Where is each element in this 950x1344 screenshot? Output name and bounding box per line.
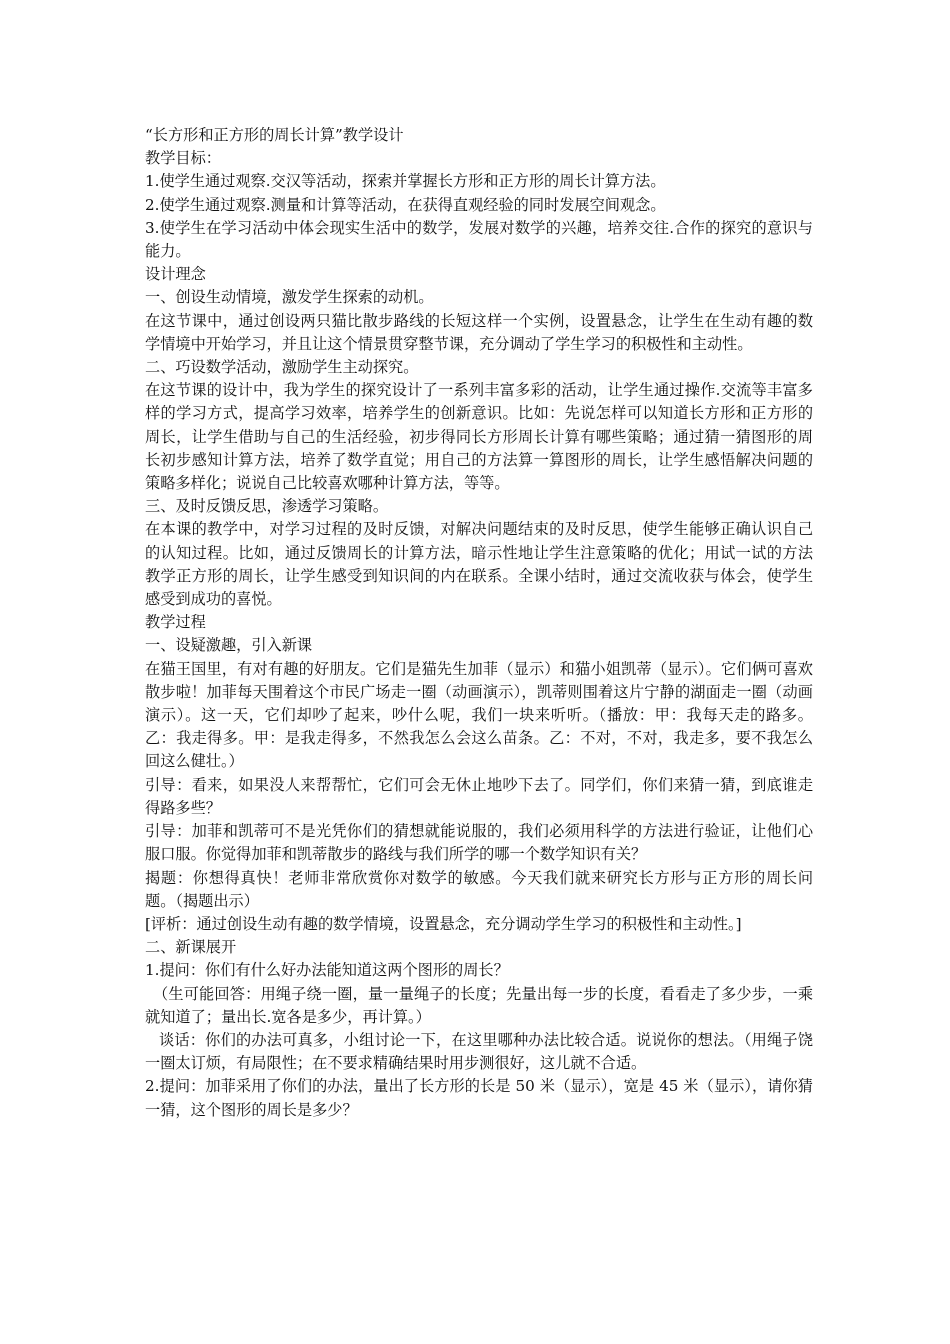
process-paragraph-comment: [评析：通过创设生动有趣的数学情境，设置悬念，充分调动学生学习的积极性和主动性。]	[145, 914, 742, 933]
section-heading-design-concept: 设计理念	[145, 265, 206, 284]
concept-paragraph-3: 在本课的教学中，对学习过程的及时反馈，对解决问题结束的及时反思，使学生能够正确认识自己的认知过程。比如，通过反馈周长的计算方法，暗示性地让学生注意策略的优化；用试一试的方法教学正方形的周长，让学生感受到知识间的内在联系。全课小结时，通过交流收获与体会，使学生感受到成功的喜悦。	[145, 520, 813, 609]
document-page	[145, 124, 813, 1122]
section-heading-objectives: 教学目标：	[145, 149, 221, 168]
concept-paragraph-2: 在这节课的设计中，我为学生的探究设计了一系列丰富多彩的活动，让学生通过操作.交流等丰富多样的学习方式，提高学习效率，培养学生的创新意识。比如：先说怎样可以知道长方形和正方形的周长，让学生借助与自己的生活经验，初步得同长方形周长计算有哪些策略；通过猜一猜图形的周长初步感知计算方法，培养了数学直觉；用自己的方法算一算图形的周长，让学生感悟解决问题的策略多样化；说说自己比较喜欢哪种计算方法，等等。	[145, 381, 813, 493]
process-paragraph-story: 在猫王国里，有对有趣的好朋友。它们是猫先生加菲（显示）和猫小姐凯蒂（显示）。它们俩可喜欢散步啦！加菲每天围着这个市民广场走一圈（动画演示），凯蒂则围着这片宁静的湖面走一圈（动画演示）。这一天，它们却吵了起来，吵什么呢，我们一块来听听。（播放：甲：我每天走的路多。乙：我走得多。甲：是我走得多，不然我怎么会这么苗条。乙：不对，不对，我走多，要不我怎么回这么健壮。）	[145, 659, 813, 771]
process-heading-2: 二、新课展开	[145, 938, 237, 957]
process-discussion: 谈话：你们的办法可真多，小组讨论一下，在这里哪种办法比较合适。说说你的想法。（用绳子饶一圈太订烦，有局限性；在不要求精确结果时用步测很好，这儿就不合适。	[145, 1030, 813, 1073]
process-paragraph-reveal: 揭题：你想得真快！老师非常欣赏你对数学的敏感。今天我们就来研究长方形与正方形的周长问题。（揭题出示）	[145, 868, 813, 910]
concept-heading-3: 三、及时反馈反思，渗透学习策略。	[145, 497, 388, 516]
process-paragraph-guide-1: 引导：看来，如果没人来帮帮忙，它们可会无休止地吵下去了。同学们，你们来猜一猜，到底谁走得路多些？	[145, 775, 813, 817]
concept-heading-2: 二、巧设数学活动，激励学生主动探究。	[145, 358, 419, 377]
process-question-2: 2.提问：加菲采用了你们的办法，量出了长方形的长是 50 米（显示），宽是 45 米（显示），请你猜一猜，这个图形的周长是多少？	[145, 1077, 813, 1119]
process-question-1: 1.提问：你们有什么好办法能知道这两个图形的周长？	[145, 961, 509, 980]
objective-1: 1.使学生通过观察.交汉等活动，探索并掌握长方形和正方形的周长计算方法。	[145, 172, 666, 191]
document-title: “长方形和正方形的周长计算”教学设计	[145, 126, 404, 144]
section-heading-teaching-process: 教学过程	[145, 613, 206, 632]
concept-heading-1: 一、创设生动情境，激发学生探索的动机。	[145, 288, 434, 307]
concept-paragraph-1: 在这节课中，通过创设两只猫比散步路线的长短这样一个实例，设置悬念，让学生在生动有趣的数学情境中开始学习，并且让这个情景贯穿整节课，充分调动了学生学习的积极性和主动性。	[145, 311, 813, 353]
process-heading-1: 一、设疑激趣，引入新课	[145, 636, 313, 655]
process-possible-answers: （生可能回答：用绳子绕一圈，量一量绳子的长度；先量出每一步的长度，看看走了多少步，一乘就知道了；量出长.宽各是多少，再计算。）	[145, 984, 813, 1026]
objective-3: 3.使学生在学习活动中体会现实生活中的数学，发展对数学的兴趣，培养交往.合作的探究的意识与能力。	[145, 218, 813, 261]
process-paragraph-guide-2: 引导：加菲和凯蒂可不是光凭你们的猜想就能说服的，我们必须用科学的方法进行验证，让他们心服口服。你觉得加菲和凯蒂散步的路线与我们所学的哪一个数学知识有关？	[145, 822, 813, 864]
objective-2: 2.使学生通过观察.测量和计算等活动，在获得直观经验的同时发展空间观念。	[145, 195, 666, 214]
